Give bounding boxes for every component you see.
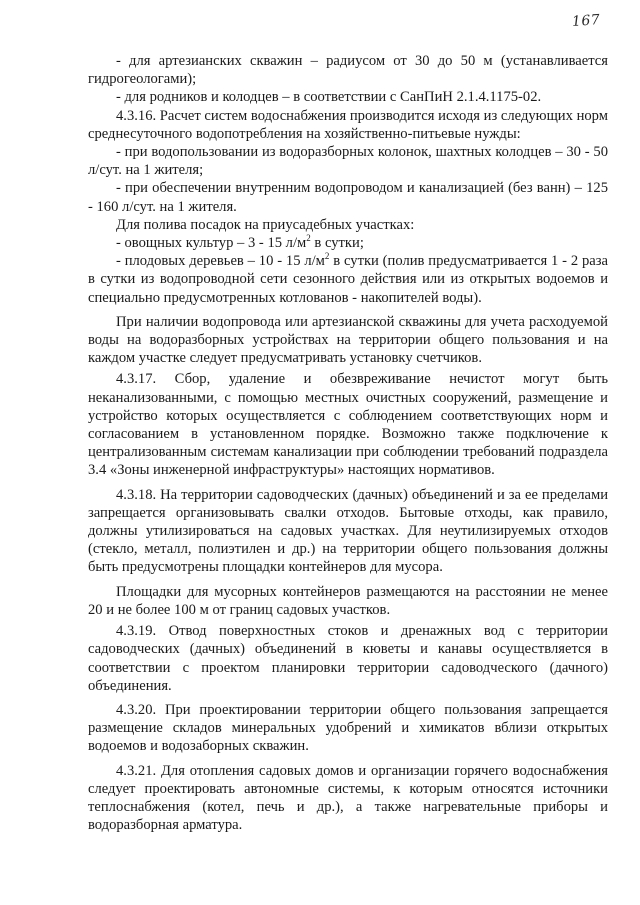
paragraph-4-3-17: 4.3.17. Сбор, удаление и обезвреживание нечистот могут быть неканализованными, с помощью местных очистных сооружений, размещение и устройство которых осуществляется с соблюдением соответствующих норм и согласованием в установленном порядке. Возможно также подключение к централизованным системам канализации при соблюдении требований подраздела 3.4 «Зоны инженерной инфраструктуры» настоящих нормативов. — [88, 371, 608, 479]
paragraph-4-3-21: 4.3.21. Для отопления садовых домов и организации горячего водоснабжения следует проектировать автономные системы, к которым относятся источники теплоснабжения (котел, печь и др.), а также нагревательные приборы и водоразборная арматура. — [88, 762, 608, 834]
paragraph-container-sites: Площадки для мусорных контейнеров размещаются на расстоянии не менее 20 и не более 100 м от границ садовых участков. — [88, 583, 608, 618]
paragraph-4-3-18: 4.3.18. На территории садоводческих (дачных) объединений и за ее пределами запрещается организовывать свалки отходов. Бытовые отходы, как правило, должны утилизироваться на садовых участках. Для неутилизируемых отходов (стекло, металл, полиэтилен и др.) на территории общего пользования должны быть предусмотрены площадки контейнеров для мусора. — [88, 486, 608, 576]
fruit-trees-superscript: 2 — [324, 251, 330, 262]
paragraph-artesian-wells: - для артезианских скважин – радиусом от 30 до 50 м (устанавливается гидрогеологами); — [88, 53, 608, 88]
vegetables-text-start: - овощных культур – 3 - 15 л/м — [116, 235, 307, 252]
vegetables-superscript: 2 — [306, 233, 311, 244]
document-body — [88, 52, 608, 834]
vegetables-text-end: в сутки; — [310, 235, 364, 252]
paragraph-springs-wells: - для родников и колодцев – в соответствии с СанПиН 2.1.4.1175-02. — [116, 89, 542, 106]
paragraph-4-3-19: 4.3.19. Отвод поверхностных стоков и дренажных вод с территории садоводческих (дачных) объединений в кюветы и канавы осуществляется в соответствии с проектом планировки территории садоводческого (дачного) объединения. — [88, 623, 608, 694]
handwritten-page-number: 167 — [571, 12, 601, 30]
paragraph-4-3-20: 4.3.20. При проектировании территории общего пользования запрещается размещение складов минеральных удобрений и химикатов вблизи открытых водоемов и водозаборных скважин. — [88, 701, 608, 755]
paragraph-water-meters: При наличии водопровода или артезианской скважины для учета расходуемой воды на водоразборных устройствах на территории общего пользования и на каждом участке следует предусматривать установку счетчиков. — [88, 313, 608, 367]
paragraph-irrigation-heading: Для полива посадок на приусадебных участках: — [116, 216, 415, 233]
fruit-trees-text-end: в сутки (полив предусматривается 1 - 2 раза в сутки из водопроводной сети сезонного действия или из открытых водоемов и специально предусмотренных котлованов - накопителей воды). — [88, 253, 608, 306]
paragraph-fruit-trees — [88, 252, 608, 307]
paragraph-vegetables — [88, 234, 608, 252]
paragraph-internal-plumbing: - при обеспечении внутренним водопроводом и канализацией (без ванн) – 125 - 160 л/сут. на 1 жителя. — [88, 180, 608, 215]
fruit-trees-text-start: - плодовых деревьев – 10 - 15 л/м — [116, 253, 325, 270]
paragraph-4-3-16: 4.3.16. Расчет систем водоснабжения производится исходя из следующих норм среднесуточного водопотребления на хозяйственно-питьевые нужды: — [88, 107, 608, 142]
paragraph-water-columns: - при водопользовании из водоразборных колонок, шахтных колодцев – 30 - 50 л/сут. на 1 жителя; — [88, 144, 608, 179]
